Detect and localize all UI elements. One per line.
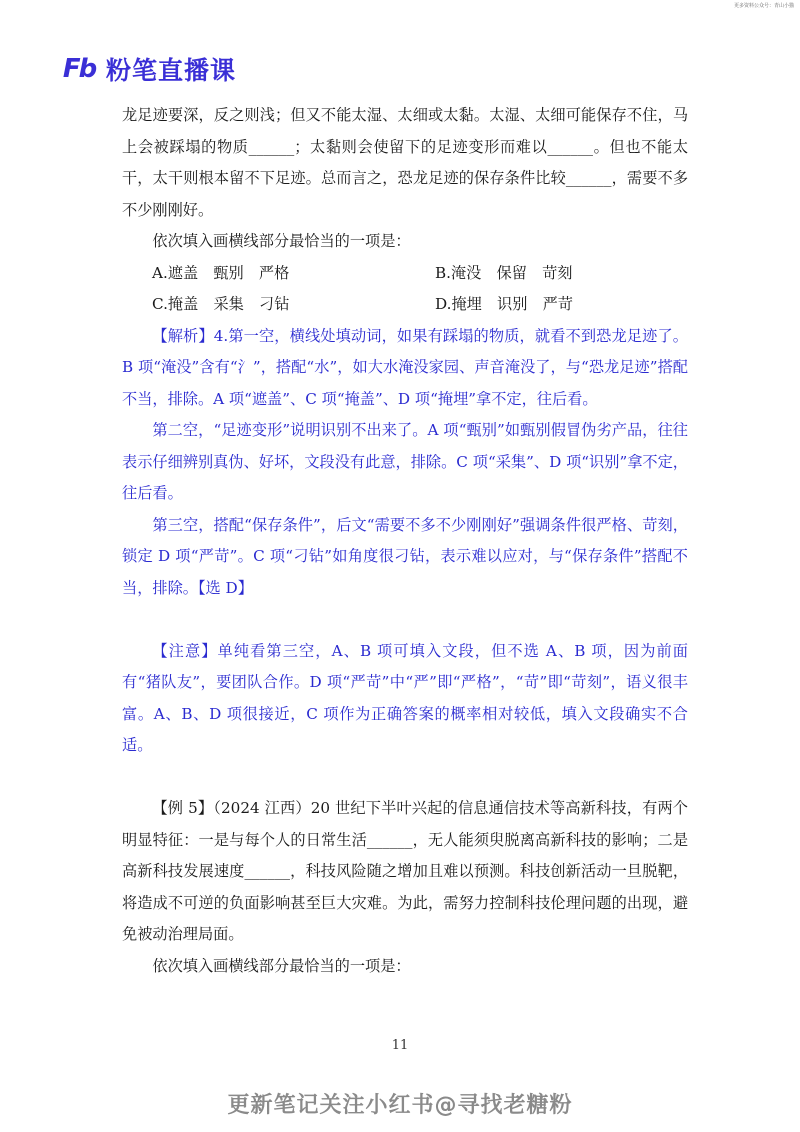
analysis-paragraph-3: 第三空，搭配“保存条件”，后文“需要不多不少刚刚好”强调条件很严格、苛刻，锁定 D 项“严苛”。C 项“刁钻”如角度很刁钻，表示难以应对，与“保存条件”搭配不当，排除。【选 D】 (122, 515, 688, 597)
option-c: C.掩盖 采集 刁钻 (152, 295, 290, 313)
option-b: B.淹没 保留 苛刻 (435, 263, 573, 282)
document-body (122, 100, 688, 982)
spacer (122, 604, 688, 636)
page-number: 11 (391, 1038, 409, 1053)
spacer (122, 762, 688, 794)
option-a: A.遮盖 甄别 严格 (152, 263, 290, 282)
logo-text: 粉笔直播课 (106, 56, 237, 85)
brand-logo (58, 52, 236, 86)
footer-watermark: 更新笔记关注小红书@寻找老糖粉 (227, 1093, 573, 1118)
top-right-note: 更多资料公众号：青山小猫 (733, 3, 794, 9)
analysis-paragraph-1: 【解析】4.第一空，横线处填动词，如果有踩塌的物质，就看不到恐龙足迹了。B 项“淹没”含有“氵”，搭配“水”，如大水淹没家园、声音淹没了，与“恐龙足迹”搭配不当，排除。A 项“遮盖”、C 项“掩盖”、D 项“掩埋”拿不定，往后看。 (122, 326, 688, 408)
question-prompt-2: 依次填入画横线部分最恰当的一项是： (152, 956, 411, 975)
option-d: D.掩埋 识别 严苛 (435, 295, 573, 313)
answer-options-1 (122, 258, 688, 321)
example-5-paragraph: 【例 5】（2024 江西）20 世纪下半叶兴起的信息通信技术等高新科技，有两个明显特征：一是与每个人的日常生活______，无人能须臾脱离高新科技的影响；二是高新科技发展速度______，科技风险随之增加且难以预测。科技创新活动一旦脱靶，将造成不可逆的负面影响甚至巨大灾难。为此，需努力控制科技伦理问题的出现，避免被动治理局面。 (122, 799, 688, 943)
logo-mark-icon: Fb (62, 54, 96, 84)
passage-paragraph: 龙足迹要深，反之则浅；但又不能太湿、太细或太黏。太湿、太细可能保存不住，马上会被踩塌的物质______；太黏则会使留下的足迹变形而难以______。但也不能太干，太干则根本留不下足迹。总而言之，恐龙足迹的保存条件比较______，需要不多不少刚刚好。 (122, 106, 688, 219)
question-prompt-1: 依次填入画横线部分最恰当的一项是： (152, 232, 411, 250)
analysis-paragraph-2: 第二空，“足迹变形”说明识别不出来了。A 项“甄别”如甄别假冒伪劣产品，往往表示仔细辨别真伪、好坏，文段没有此意，排除。C 项“采集”、D 项“识别”拿不定，往后看。 (122, 421, 688, 502)
note-paragraph: 【注意】单纯看第三空，A、B 项可填入文段，但不选 A、B 项，因为前面有“猪队友”，要团队合作。D 项“严苛”中“严”即“严格”，“苛”即“苛刻”，语义很丰富。A、B、D 项很接近，C 项作为正确答案的概率相对较低，填入文段确实不合适。 (122, 641, 688, 754)
